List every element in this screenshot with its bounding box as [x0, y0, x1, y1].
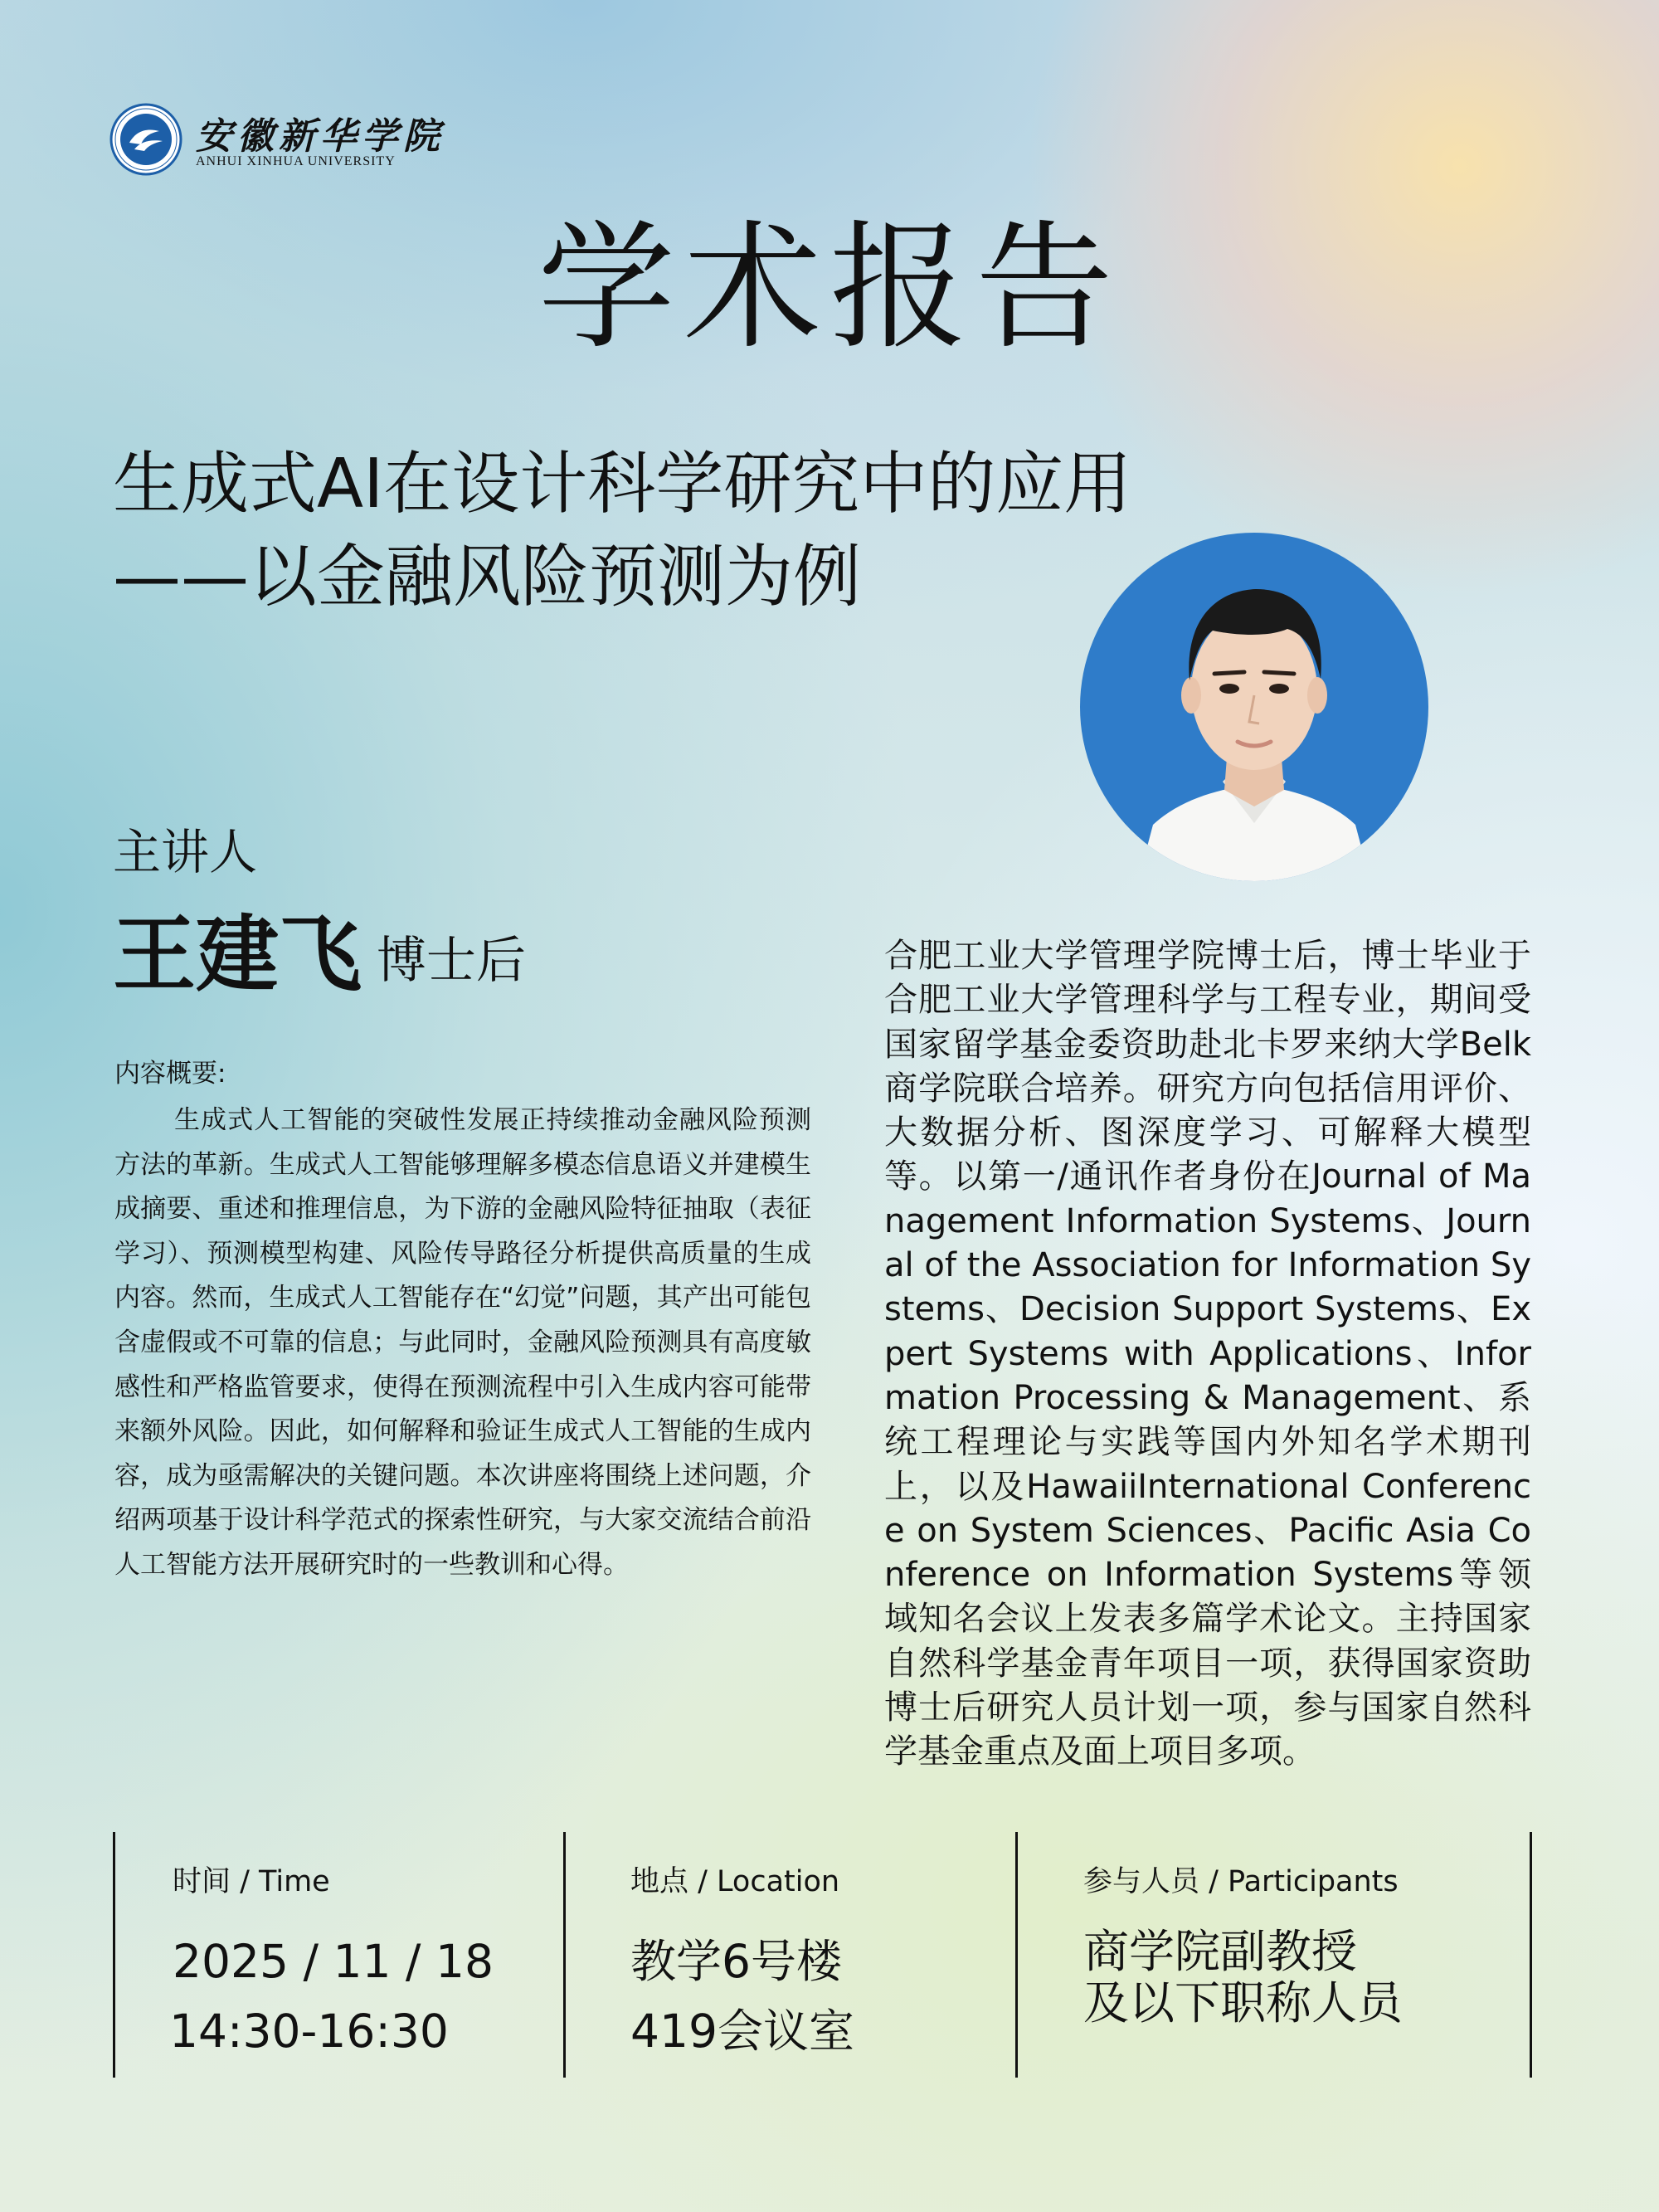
divider-line — [563, 1832, 566, 2078]
speaker-label: 主讲人 — [113, 824, 258, 880]
topic-line-2: ——以金融风险预测为例 — [113, 538, 862, 616]
speaker-name: 王建飞 — [113, 905, 362, 1003]
poster-title: 学术报告 — [538, 208, 1121, 368]
participants-line-1: 商学院副教授 — [1083, 1925, 1358, 1978]
summary-label: 内容概要: — [114, 1059, 226, 1089]
divider-line — [113, 1832, 115, 2078]
participants-label: 参与人员 / Participants — [1083, 1865, 1399, 1898]
speaker-bio: 合肥工业大学管理学院博士后，博士毕业于合肥工业大学管理科学与工程专业，期间受国家留学基金委资助赴北卡罗来纳大学Belk商学院联合培养。研究方向包括信用评价、大数据分析、图深度学习、可解释大模型等。以第一/通讯作者身份在Journal of Management Information Systems、Journal of the Association for Information Systems、Decision Support Systems、Expert Systems with Applications、Information Processing & Management、系统工程理论与实践等国内外知名学术期刊上，以及HawaiiInternational Conference on System Sciences、Pacific Asia Conference on Information Systems等领域知名会议上发表多篇学术论文。主持国家自然科学基金青年项目一项，获得国家资助博士后研究人员计划一项，参与国家自然科学基金重点及面上项目多项。 — [884, 937, 1531, 1771]
topic-line-1: 生成式AI在设计科学研究中的应用 — [113, 445, 1132, 524]
logo-name-en: ANHUI XINHUA UNIVERSITY — [196, 154, 396, 168]
location-label: 地点 / Location — [630, 1865, 840, 1898]
speaker-photo — [1080, 533, 1428, 881]
lecture-topic — [113, 438, 1131, 624]
time-label: 时间 / Time — [173, 1865, 330, 1898]
participants-line-2: 及以下职称人员 — [1083, 1976, 1404, 2029]
location-building: 教学6号楼 — [630, 1935, 842, 1988]
university-seal-icon — [109, 103, 182, 176]
speaker-title: 博士后 — [377, 932, 526, 990]
divider-line — [1530, 1832, 1532, 2078]
divider-line — [1015, 1832, 1018, 2078]
event-hours: 14:30-16:30 — [169, 2005, 449, 2058]
event-date: 2025 / 11 / 18 — [173, 1935, 494, 1988]
summary-body: 生成式人工智能的突破性发展正持续推动金融风险预测方法的革新。生成式人工智能够理解多模态信息语义并建模生成摘要、重述和推理信息，为下游的金融风险特征抽取（表征学习）、预测模型构建、风险传导路径分析提供高质量的生成内容。然而，生成式人工智能存在“幻觉”问题，其产出可能包含虚假或不可靠的信息；与此同时，金融风险预测具有高度敏感性和严格监管要求，使得在预测流程中引入生成内容可能带来额外风险。因此，如何解释和验证生成式人工智能的生成内容，成为亟需解决的关键问题。本次讲座将围绕上述问题，介绍两项基于设计科学范式的探索性研究，与大家交流结合前沿人工智能方法开展研究时的一些教训和心得。 — [114, 1105, 811, 1580]
location-room: 419会议室 — [630, 2005, 854, 2058]
speaker-portrait-icon — [1080, 533, 1428, 881]
university-logo — [109, 103, 458, 178]
logo-name-cn: 安徽新华学院 — [196, 115, 445, 158]
